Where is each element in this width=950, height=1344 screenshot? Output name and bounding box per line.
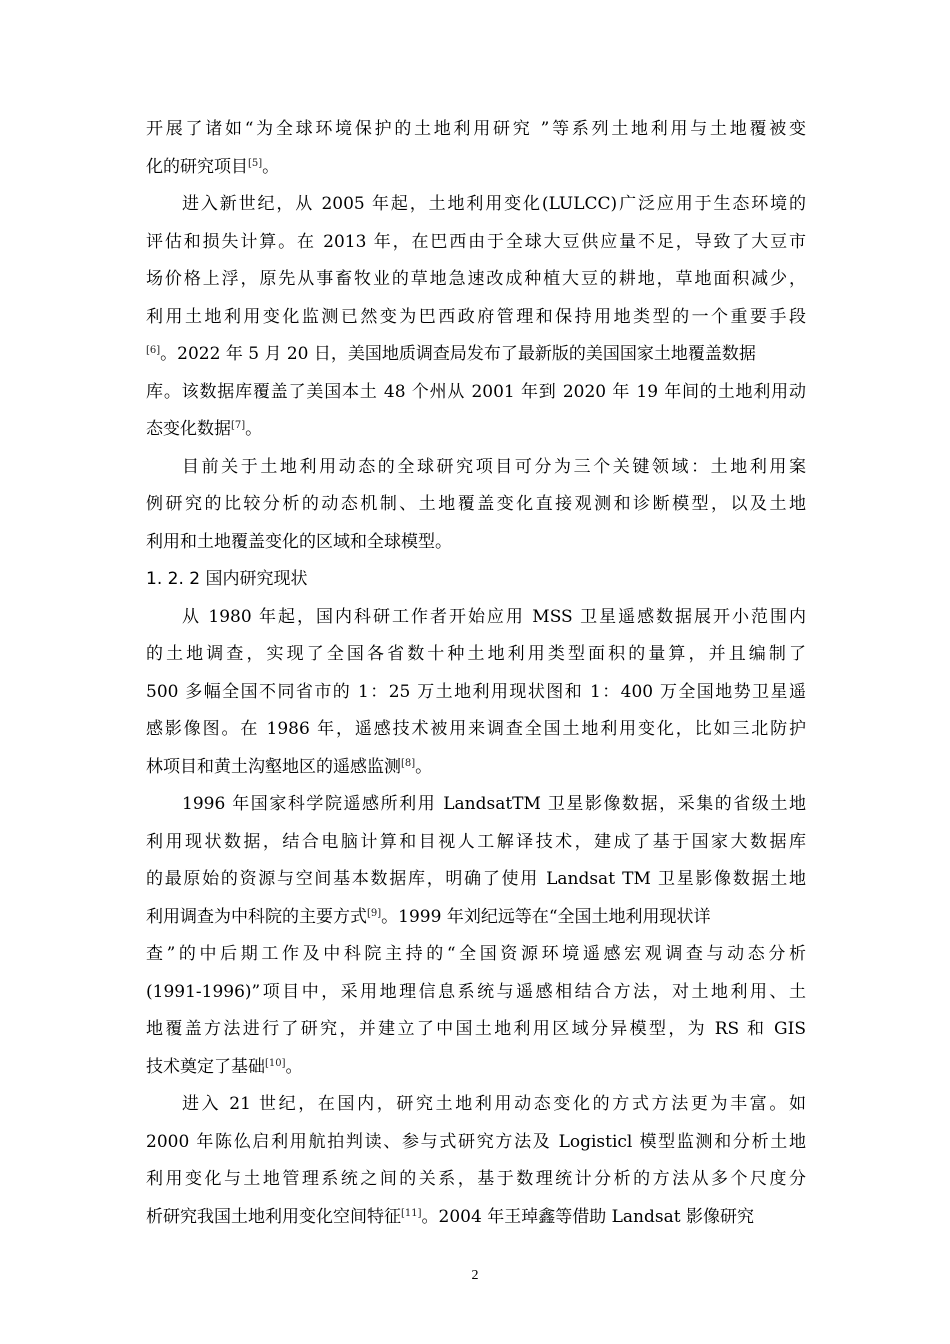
- citation-ref: [5]: [248, 157, 263, 169]
- text-line: [146, 1011, 806, 1049]
- text-line: [146, 1086, 806, 1124]
- text-line: [146, 749, 806, 787]
- line-text-after: 。: [262, 156, 280, 177]
- line-text: 开展了诸如“为全球环境保护的土地利用研究 ”等系列土地利用与土地覆被变: [146, 119, 806, 139]
- line-text-after: 。: [285, 1056, 303, 1077]
- line-text: 查”的中后期工作及中科院主持的“全国资源环境遥感宏观调查与动态分析: [146, 944, 806, 964]
- text-line: [146, 1199, 806, 1237]
- line-text-after: 。: [245, 419, 263, 439]
- line-text: 析研究我国土地利用变化空间特征: [146, 1206, 401, 1227]
- line-text: 评估和损失计算。在 2013 年，在巴西由于全球大豆供应量不足，导致了大豆市: [146, 231, 806, 252]
- text-line: [146, 111, 806, 149]
- line-text: 场价格上浮，原先从事畜牧业的草地急速改成种植大豆的耕地，草地面积减少，: [146, 269, 806, 289]
- text-line: [146, 261, 806, 299]
- citation-ref: [10]: [265, 1057, 286, 1069]
- body-text: [146, 111, 806, 1236]
- line-text: (1991-1996)”项目中，采用地理信息系统与遥感相结合方法，对土地利用、土: [146, 981, 806, 1002]
- text-line: [146, 711, 806, 749]
- text-line: [146, 524, 806, 562]
- text-line: [146, 374, 806, 412]
- line-text: 林项目和黄土沟壑地区的遥感监测: [146, 756, 401, 777]
- text-line: [146, 861, 806, 899]
- text-line: [146, 786, 806, 824]
- line-text: 利用和土地覆盖变化的区域和全球模型。: [146, 531, 452, 552]
- line-text-after: 。2022 年 5 月 20 日，美国地质调查局发布了最新版的美国国家土地覆盖数据: [160, 344, 756, 364]
- text-line: [146, 224, 806, 262]
- text-line: [146, 149, 806, 187]
- line-text: 例研究的比较分析的动态机制、土地覆盖变化直接观测和诊断模型，以及土地: [146, 494, 806, 514]
- text-line: [146, 936, 806, 974]
- line-text: 目前关于土地利用动态的全球研究项目可分为三个关键领域：土地利用案: [182, 456, 806, 477]
- line-text: 1. 2. 2 国内研究现状: [146, 569, 308, 589]
- line-text: 地覆盖方法进行了研究，并建立了中国土地利用区域分异模型，为 RS 和 GIS: [146, 1019, 806, 1039]
- text-line: [146, 411, 806, 449]
- citation-ref: [9]: [367, 907, 382, 919]
- line-text: 进入 21 世纪，在国内，研究土地利用动态变化的方式方法更为丰富。如: [182, 1094, 806, 1114]
- text-line: [146, 186, 806, 224]
- line-text: 利用土地利用变化监测已然变为巴西政府管理和保持用地类型的一个重要手段: [146, 306, 806, 327]
- line-text: 化的研究项目: [146, 156, 248, 177]
- line-text: 的土地调查，实现了全国各省数十种土地利用类型面积的量算，并且编制了: [146, 644, 806, 664]
- text-line: [146, 1161, 806, 1199]
- line-text: 500 多幅全国不同省市的 1：25 万土地利用现状图和 1：400 万全国地势卫星遥: [146, 681, 806, 702]
- text-line: [146, 336, 806, 374]
- text-line: [146, 449, 806, 487]
- page-number: 2: [471, 1268, 479, 1283]
- line-text: 技术奠定了基础: [146, 1056, 265, 1077]
- line-text: 库。该数据库覆盖了美国本土 48 个州从 2001 年到 2020 年 19 年间的土地利用动: [146, 381, 806, 402]
- line-text: 态变化数据: [146, 419, 231, 439]
- citation-ref: [11]: [401, 1207, 422, 1219]
- text-line: [146, 1049, 806, 1087]
- line-text: 利用变化与土地管理系统之间的关系，基于数理统计分析的方法从多个尺度分: [146, 1169, 806, 1189]
- line-text: 1996 年国家科学院遥感所利用 LandsatTM 卫星影像数据，采集的省级土地: [182, 794, 806, 814]
- text-line: [146, 599, 806, 637]
- text-line: [146, 486, 806, 524]
- section-heading: [146, 561, 806, 599]
- text-line: [146, 674, 806, 712]
- citation-ref: [6]: [146, 345, 161, 356]
- line-text: 利用现状数据，结合电脑计算和目视人工解译技术，建成了基于国家大数据库: [146, 831, 806, 852]
- text-line: [146, 824, 806, 862]
- line-text: 进入新世纪，从 2005 年起，土地利用变化(LULCC)广泛应用于生态环境的: [182, 194, 806, 214]
- line-text: 利用调查为中科院的主要方式: [146, 906, 367, 927]
- line-text-after: 。: [415, 756, 433, 777]
- text-line: [146, 636, 806, 674]
- line-text: 的最原始的资源与空间基本数据库，明确了使用 Landsat TM 卫星影像数据土地: [146, 869, 806, 889]
- line-text-after: 。2004 年王琸鑫等借助 Landsat 影像研究: [421, 1206, 754, 1227]
- text-line: [146, 899, 806, 937]
- citation-ref: [8]: [401, 757, 416, 769]
- citation-ref: [7]: [231, 420, 246, 431]
- line-text: 2000 年陈仫启利用航拍判读、参与式研究方法及 Logisticl 模型监测和分析土地: [146, 1131, 806, 1152]
- text-line: [146, 299, 806, 337]
- line-text-after: 。1999 年刘纪远等在“全国土地利用现状详: [381, 906, 711, 927]
- line-text: 感影像图。在 1986 年，遥感技术被用来调查全国土地利用变化，比如三北防护: [146, 719, 806, 739]
- text-line: [146, 974, 806, 1012]
- text-line: [146, 1124, 806, 1162]
- line-text: 从 1980 年起，国内科研工作者开始应用 MSS 卫星遥感数据展开小范围内: [182, 606, 806, 627]
